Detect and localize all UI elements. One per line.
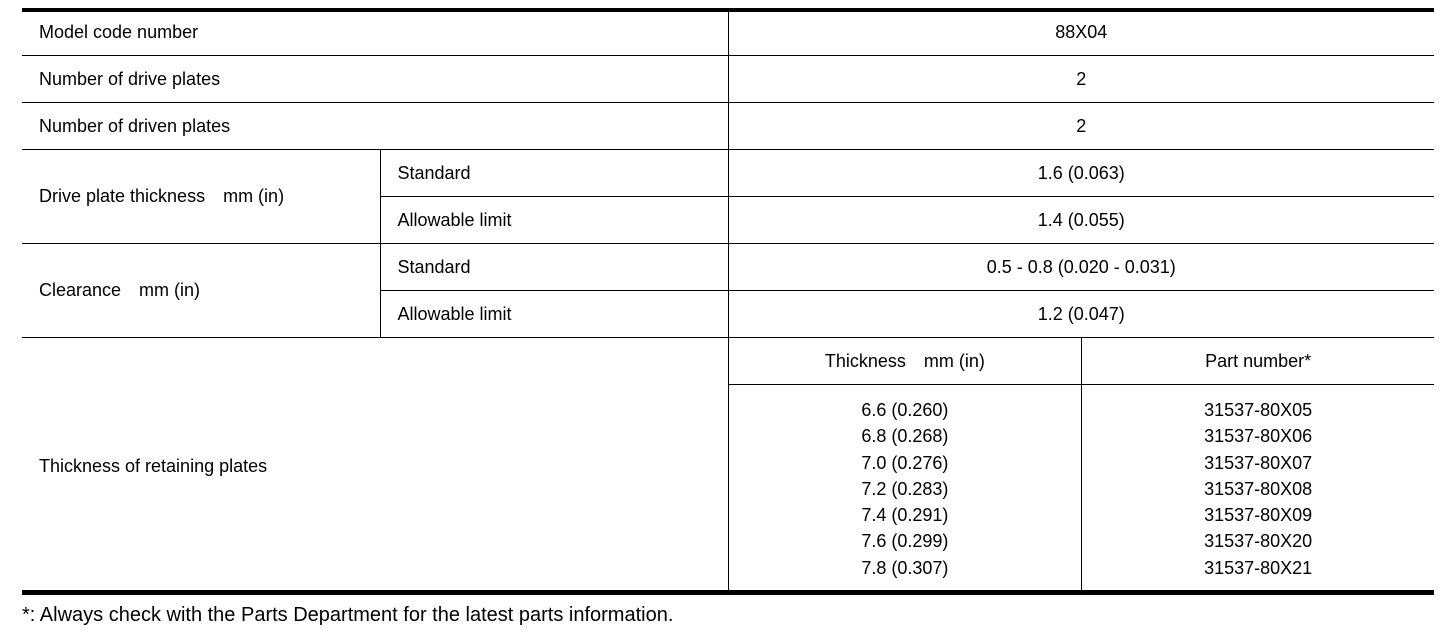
thickness-list [729,385,1082,595]
drive-thickness-standard-label: Standard [380,150,728,197]
clutch-spec-table [22,8,1434,595]
thickness-value: 7.6 (0.299) [861,531,949,552]
clearance-label: Clearance mm (in) [22,244,380,338]
part-number-value: 31537-80X05 [1204,400,1313,420]
thickness-value: 7.2 (0.283) [861,478,949,499]
part-number-list [1082,385,1434,595]
row-model-code [22,9,1434,56]
footnote: *: Always check with the Parts Department for the latest parts information. [22,604,674,626]
clearance-standard-label: Standard [380,244,728,291]
drive-thickness-standard-value: 1.6 (0.063) [728,150,1434,197]
part-number-value: 31537-80X09 [1204,505,1313,526]
top-rule [22,8,1434,12]
drive-thickness-limit-label: Allowable limit [380,197,728,244]
row-driven-plates [22,103,1434,150]
spec-table [22,8,1434,594]
part-number-value: 31537-80X20 [1204,531,1313,552]
bottom-rule [22,590,1434,594]
retaining-plates-cell [728,338,1434,595]
row-retaining-plates [22,338,1434,595]
drive-plates-value: 2 [728,56,1434,103]
thickness-value: 7.0 (0.276) [861,452,949,473]
part-number-value: 31537-80X07 [1204,452,1313,473]
retaining-header-row [729,338,1435,385]
retaining-values-row [729,385,1435,595]
thickness-value: 6.8 (0.268) [861,426,949,447]
drive-thickness-limit-value: 1.4 (0.055) [728,197,1434,244]
part-number-value: 31537-80X06 [1204,426,1313,447]
thickness-value: 7.4 (0.291) [861,505,949,526]
retaining-plates-label: Thickness of retaining plates [22,338,728,595]
thickness-value: 6.6 (0.260) [861,400,949,420]
thickness-header: Thickness mm (in) [729,338,1082,385]
row-drive-thickness-standard [22,150,1434,197]
part-number-value: 31537-80X21 [1204,557,1313,578]
retaining-plates-subtable [729,338,1435,594]
clearance-standard-value: 0.5 - 0.8 (0.020 - 0.031) [728,244,1434,291]
model-code-label: Model code number [22,9,728,56]
row-drive-plates [22,56,1434,103]
clearance-limit-value: 1.2 (0.047) [728,291,1434,338]
row-clearance-standard [22,244,1434,291]
model-code-value: 88X04 [728,9,1434,56]
driven-plates-value: 2 [728,103,1434,150]
drive-thickness-label: Drive plate thickness mm (in) [22,150,380,244]
driven-plates-label: Number of driven plates [22,103,728,150]
part-number-header: Part number* [1082,338,1434,385]
drive-plates-label: Number of drive plates [22,56,728,103]
part-number-value: 31537-80X08 [1204,478,1313,499]
thickness-value: 7.8 (0.307) [861,557,949,578]
clearance-limit-label: Allowable limit [380,291,728,338]
